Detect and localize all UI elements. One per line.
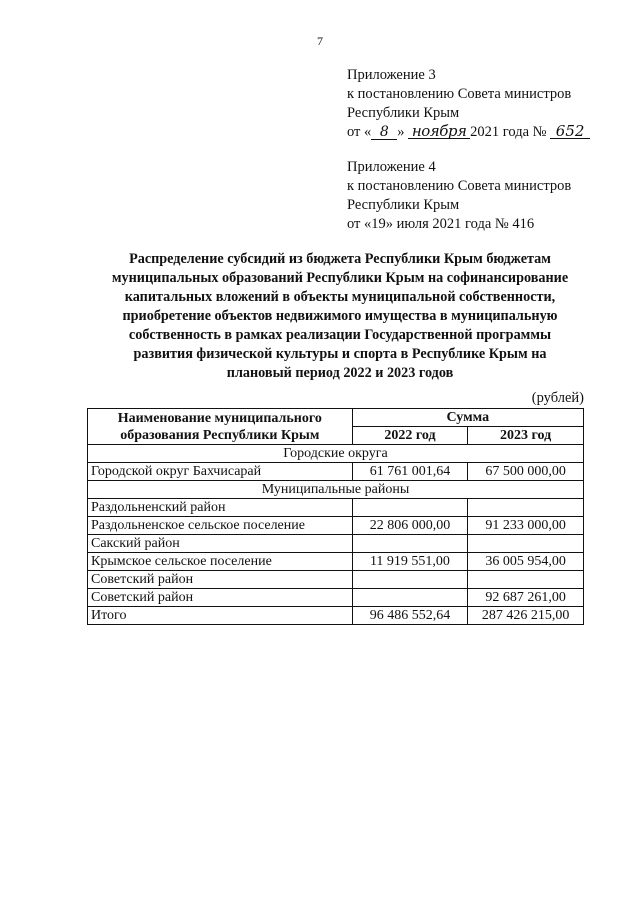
- table-row: [88, 535, 584, 553]
- table-section-row: [88, 481, 584, 499]
- table-row: [88, 553, 584, 571]
- header-municipality: [88, 409, 353, 445]
- row-value-2022: [352, 589, 468, 607]
- row-value-2022: 61 761 001,64: [352, 463, 468, 481]
- date-day-close: »: [397, 124, 405, 140]
- table-section-row: [88, 445, 584, 463]
- date-prefix: от «: [347, 124, 372, 140]
- units-label: (рублей): [531, 390, 584, 406]
- row-value-2023: 92 687 261,00: [468, 589, 584, 607]
- row-value-2023: 36 005 954,00: [468, 553, 584, 571]
- row-value-2023: 91 233 000,00: [468, 517, 584, 535]
- appendix-3-line3: Республики Крым: [347, 105, 460, 121]
- header-name-line2: образования Республики Крым: [120, 427, 320, 443]
- header-year-2022: 2022 год: [352, 427, 468, 445]
- appendix-3-title: Приложение 3: [347, 67, 436, 83]
- subsidy-table: [87, 408, 584, 625]
- row-value-2023: 287 426 215,00: [468, 607, 584, 625]
- title-line: приобретение объектов недвижимого имущества в муниципальную: [122, 308, 558, 324]
- appendix-4-title: Приложение 4: [347, 159, 436, 175]
- table-row: [88, 571, 584, 589]
- table-row: [88, 589, 584, 607]
- handwritten-number: 652: [550, 124, 590, 139]
- appendix-4-line2: к постановлению Совета министров: [347, 178, 572, 194]
- row-value-2022: [352, 499, 468, 517]
- title-line: развития физической культуры и спорта в Республике Крым на: [133, 346, 547, 362]
- row-value-2022: [352, 535, 468, 553]
- appendix-4-header: [347, 158, 571, 234]
- table-row: [88, 463, 584, 481]
- row-value-2023: [468, 571, 584, 589]
- appendix-4-line3: Республики Крым: [347, 197, 460, 213]
- row-name: Итого: [88, 607, 353, 625]
- row-value-2022: 96 486 552,64: [352, 607, 468, 625]
- title-line: плановый период 2022 и 2023 годов: [226, 365, 454, 381]
- handwritten-month: ноября: [408, 124, 470, 139]
- appendix-3-date-line: [347, 123, 590, 142]
- handwritten-day: 8: [371, 125, 397, 140]
- table-row: [88, 499, 584, 517]
- row-value-2023: [468, 535, 584, 553]
- table-header-row: [88, 409, 584, 427]
- row-name: Советский район: [88, 589, 353, 607]
- section-urban-districts: Городские округа: [88, 445, 584, 463]
- row-name: Городской округ Бахчисарай: [88, 463, 353, 481]
- title-line: собственность в рамках реализации Государственной программы: [128, 327, 552, 343]
- title-line: капитальных вложений в объекты муниципальной собственности,: [124, 289, 556, 305]
- header-name-line1: Наименование муниципального: [117, 410, 322, 426]
- title-line: Распределение субсидий из бюджета Республики Крым бюджетам: [129, 251, 551, 267]
- date-year-text: 2021 года №: [470, 124, 547, 140]
- document-title: [90, 250, 590, 383]
- table-total-row: [88, 607, 584, 625]
- row-name: Сакский район: [88, 535, 353, 553]
- row-name: Раздольненское сельское поселение: [88, 517, 353, 535]
- row-name: Раздольненский район: [88, 499, 353, 517]
- row-value-2022: [352, 571, 468, 589]
- row-name: Крымское сельское поселение: [88, 553, 353, 571]
- row-value-2023: 67 500 000,00: [468, 463, 584, 481]
- section-municipal-districts: Муниципальные районы: [88, 481, 584, 499]
- page-number: 7: [317, 34, 323, 48]
- table-row: [88, 517, 584, 535]
- title-line: муниципальных образований Республики Крым на софинансирование: [111, 270, 569, 286]
- appendix-3-header: [347, 66, 590, 142]
- header-year-2023: 2023 год: [468, 427, 584, 445]
- row-value-2022: 22 806 000,00: [352, 517, 468, 535]
- row-value-2023: [468, 499, 584, 517]
- appendix-4-date-line: от «19» июля 2021 года № 416: [347, 216, 535, 232]
- row-name: Советский район: [88, 571, 353, 589]
- appendix-3-line2: к постановлению Совета министров: [347, 86, 572, 102]
- row-value-2022: 11 919 551,00: [352, 553, 468, 571]
- header-sum: Сумма: [352, 409, 583, 427]
